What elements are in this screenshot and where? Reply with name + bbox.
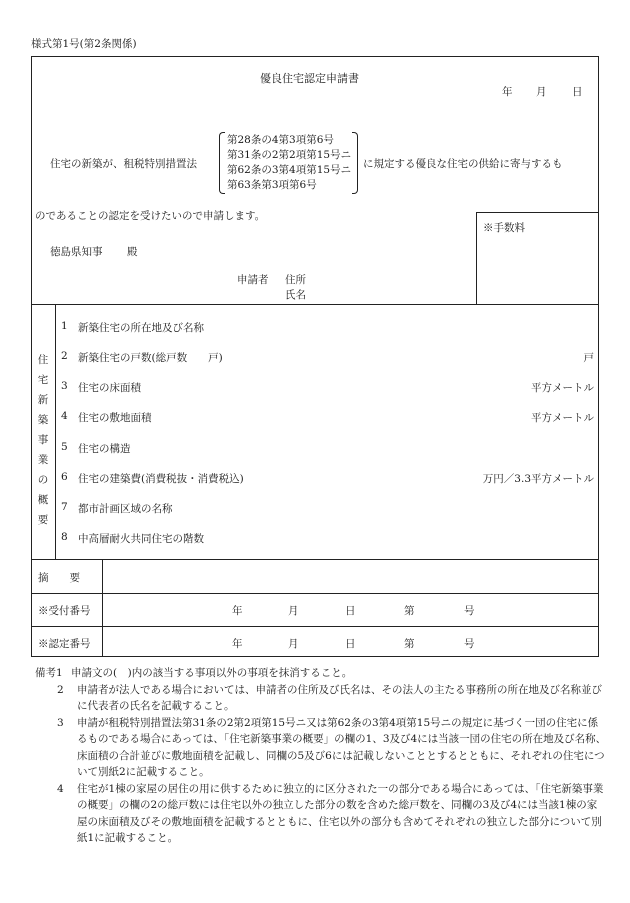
date-year[interactable]: 年 — [502, 86, 513, 98]
remark-text: 申請文の( )内の該当する事項以外の事項を抹消すること。 — [71, 667, 353, 679]
fee-box-left — [476, 212, 477, 304]
cert-number-label: ※認定番号 — [38, 638, 91, 650]
cert-day: 日 — [345, 638, 356, 650]
form-number-label: 様式第1号(第2条関係) — [31, 38, 137, 50]
item-number: 3 — [61, 380, 68, 392]
item-number: 2 — [61, 350, 68, 362]
item-unit: 万円／3.3平方メートル — [482, 473, 594, 485]
receipt-year: 年 — [232, 605, 243, 617]
cert-month: 月 — [288, 638, 299, 650]
item-label: 住宅の建築費(消費税抜・消費税込) — [78, 473, 244, 485]
fee-box-top — [476, 212, 599, 213]
form-title: 優良住宅認定申請書 — [260, 72, 359, 85]
item-label: 新築住宅の所在地及び名称 — [78, 322, 204, 334]
applicant-label: 申請者 — [237, 274, 269, 286]
item-label: 住宅の構造 — [78, 443, 131, 455]
cert-row-top — [31, 626, 599, 627]
law-item: 第31条の2第2項第15号ニ — [227, 149, 352, 161]
cert-go: 号 — [464, 638, 475, 650]
item-unit: 戸 — [583, 352, 594, 364]
receipt-day: 日 — [345, 605, 356, 617]
remark-item — [35, 682, 607, 715]
cert-dai: 第 — [404, 638, 415, 650]
intro-suffix: に規定する優良な住宅の供給に寄与するも — [363, 158, 563, 170]
addressee-honorific: 殿 — [127, 246, 138, 258]
remarks-section — [35, 665, 607, 847]
remark-number: 3 — [57, 716, 64, 729]
item-number: 6 — [61, 471, 68, 483]
remark-number: 備考1 — [35, 667, 63, 679]
receipt-month: 月 — [288, 605, 299, 617]
remark-item — [35, 715, 607, 781]
item-number: 7 — [61, 501, 68, 513]
remark-text: 申請者が法人である場合においては、申請者の住所及び氏名は、その法人の主たる事務所の所在地及び名称並びに代表者の氏名を記載すること。 — [77, 683, 602, 712]
receipt-row-top — [31, 593, 599, 594]
item-label: 住宅の敷地面積 — [78, 412, 152, 424]
item-label: 住宅の床面積 — [78, 382, 141, 394]
remark-number: 2 — [57, 683, 64, 696]
intro-prefix: 住宅の新築が、租税特別措置法 — [50, 158, 197, 170]
item-label: 都市計画区域の名称 — [78, 503, 173, 515]
date-day[interactable]: 日 — [572, 86, 583, 98]
section-label-vertical: 住宅新築事業の概要 — [37, 354, 49, 526]
item-number: 5 — [61, 441, 68, 453]
remark-text: 住宅が1棟の家屋の居住の用に供するために独立的に区分された一の部分である場合にあっては、「住宅新築事業の概要」の欄の2の総戸数には住宅以外の独立した部分の数を含めた総戸数を、同欄の3及び4には当該1棟の家屋の床面積及びその敷地面積を記載するとともに、住宅以外の部分も含めてそれぞれの独立した部分について別紙1に記載すること。 — [77, 782, 604, 844]
right-bracket — [352, 132, 358, 194]
section-label-column — [55, 304, 56, 559]
date-month[interactable]: 月 — [536, 86, 547, 98]
cert-year: 年 — [232, 638, 243, 650]
fee-label: ※手数料 — [483, 222, 525, 234]
lower-label-column — [102, 559, 103, 657]
item-number: 4 — [61, 410, 68, 422]
summary-row-top — [31, 559, 599, 560]
remark-item — [35, 781, 607, 847]
addressee-name: 徳島県知事 — [50, 246, 103, 258]
receipt-go: 号 — [464, 605, 475, 617]
remark-text: 申請が租税特別措置法第31条の2第2項第15号ニ又は第62条の3第4項第15号ニの規定に基づく一団の住宅に係るものである場合にあっては、「住宅新築事業の概要」の欄の1、3及び4には当該一団の住宅の所在地及び名称、床面積の合計並びに敷地面積を記載し、同欄の5及び6には記載しないこととするとともに、それぞれの住宅について別紙2に記載すること。 — [77, 716, 607, 778]
receipt-dai: 第 — [404, 605, 415, 617]
left-bracket — [219, 132, 225, 194]
item-label: 中高層耐火共同住宅の階数 — [78, 533, 204, 545]
item-number: 8 — [61, 531, 68, 543]
section-divider — [31, 304, 599, 305]
law-item: 第62条の3第4項第15号ニ — [227, 164, 352, 176]
law-item: 第63条第3項第6号 — [227, 179, 317, 191]
law-item: 第28条の4第3項第6号 — [227, 134, 334, 146]
item-unit: 平方メートル — [531, 382, 594, 394]
law-list — [227, 133, 351, 193]
item-number: 1 — [61, 320, 68, 332]
remark-item — [35, 665, 607, 682]
summary-label: 摘 要 — [38, 572, 80, 584]
remark-number: 4 — [57, 782, 64, 795]
intro-continuation: のであることの認定を受けたいので申請します。 — [35, 210, 266, 222]
receipt-number-label: ※受付番号 — [38, 605, 91, 617]
item-unit: 平方メートル — [531, 412, 594, 424]
item-label: 新築住宅の戸数(総戸数 戸) — [78, 352, 223, 364]
applicant-name-label[interactable]: 氏名 — [285, 289, 306, 301]
applicant-address-label[interactable]: 住所 — [285, 274, 306, 286]
